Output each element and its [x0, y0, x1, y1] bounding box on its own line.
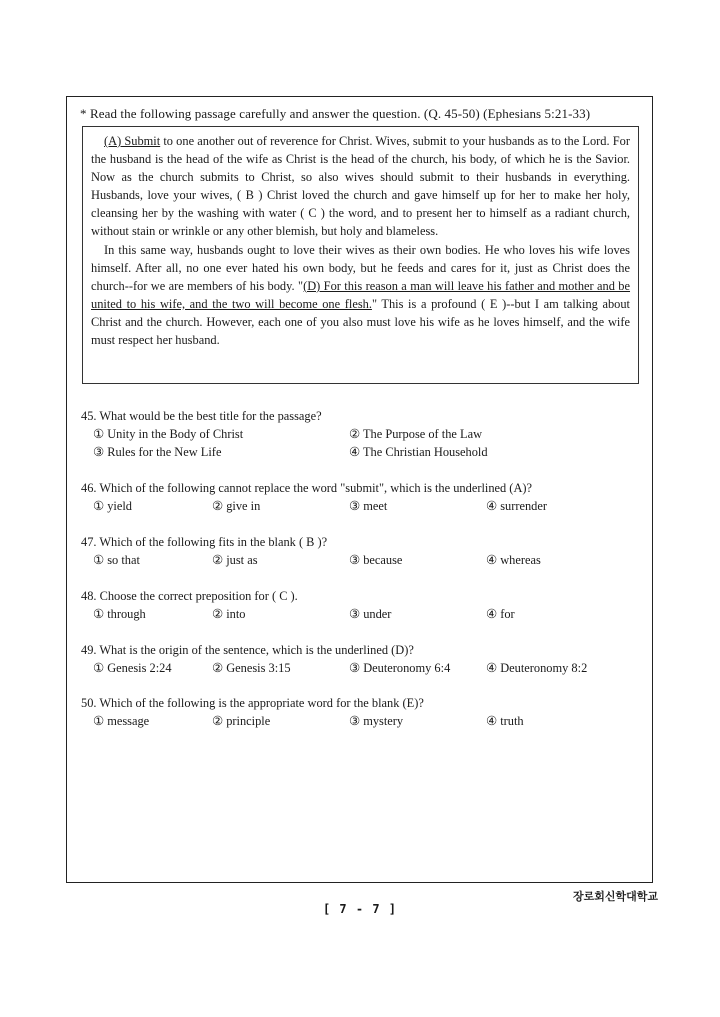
- option-3[interactable]: ③ because: [349, 553, 403, 567]
- passage-p1-text: to one another out of reverence for Christ. Wives, submit to your husbands as to the Lord. For the husband is the head of the wife as Christ is the head of the church, his body, of which he is the Savior. Now as the church submits to Christ, so also wives should submit to their husbands in everything. Husbands, love your wives, ( B ) Christ loved the church and gave himself up for her to make her holy, cleansing her by the washing with water ( C ) the word, and to present her to himself as a radiant church, without stain or wrinkle or any other blemish, but holy and blameless.: [91, 134, 630, 239]
- option-4[interactable]: ④ whereas: [486, 553, 541, 567]
- option-1[interactable]: ① yield: [93, 499, 132, 513]
- school-name: 장로회신학대학교: [572, 890, 658, 903]
- question-50: [81, 694, 524, 730]
- page-number: [ 7 - 7 ]: [322, 902, 398, 916]
- options-row: [81, 551, 541, 569]
- option-1[interactable]: ① Genesis 2:24: [93, 661, 172, 675]
- question-47: [81, 533, 541, 569]
- underlined-a: (A) Submit: [104, 134, 161, 148]
- question-49: [81, 641, 588, 677]
- options-row-1: [81, 425, 483, 443]
- option-2[interactable]: ② give in: [212, 499, 261, 513]
- question-stem: 45. What would be the best title for the passage?: [81, 409, 322, 423]
- option-1[interactable]: ① message: [93, 714, 150, 728]
- option-4[interactable]: ④ Deuteronomy 8:2: [486, 661, 588, 675]
- option-1[interactable]: ① through: [93, 607, 146, 621]
- options-row: [81, 659, 588, 677]
- passage-p2-end: " This is a profound ( E )--but I am talking about Christ and the church. However, each one of you also must love his wife as he loves himself, and the wife must respect her husband.: [91, 296, 630, 348]
- option-4[interactable]: ④ surrender: [486, 499, 547, 513]
- option-3[interactable]: ③ meet: [349, 499, 388, 513]
- instruction-text: * Read the following passage carefully and answer the question. (Q. 45-50) (Ephesians 5:21-33): [80, 106, 591, 121]
- passage-box: [82, 126, 639, 384]
- option-4[interactable]: ④ for: [486, 607, 515, 621]
- passage-paragraph-1: [91, 132, 630, 241]
- option-1[interactable]: ① so that: [93, 553, 140, 567]
- options-row: [81, 497, 547, 515]
- question-48: [81, 587, 515, 623]
- option-2[interactable]: ② into: [212, 607, 246, 621]
- option-2[interactable]: ② just as: [212, 553, 258, 567]
- underlined-d: (D) For this reason a man will leave his father and mother and be united to his wife, and the two will become one flesh.: [91, 278, 631, 311]
- option-3[interactable]: ③ Rules for the New Life: [93, 445, 222, 459]
- question-stem: 49. What is the origin of the sentence, which is the underlined (D)?: [81, 643, 414, 657]
- question-stem: 47. Which of the following fits in the blank ( B )?: [81, 535, 328, 549]
- option-4[interactable]: ④ truth: [486, 714, 524, 728]
- question-46: [81, 479, 547, 515]
- option-3[interactable]: ③ under: [349, 607, 392, 621]
- question-stem: 50. Which of the following is the appropriate word for the blank (E)?: [81, 696, 424, 710]
- options-row: [81, 712, 524, 730]
- option-2[interactable]: ② Genesis 3:15: [212, 661, 291, 675]
- option-3[interactable]: ③ Deuteronomy 6:4: [349, 661, 451, 675]
- question-stem: 48. Choose the correct preposition for ( C ).: [81, 589, 298, 603]
- passage-paragraph-2: [91, 241, 630, 350]
- option-3[interactable]: ③ mystery: [349, 714, 404, 728]
- question-stem: 46. Which of the following cannot replace the word "submit", which is the underlined (A)?: [81, 481, 533, 495]
- option-1[interactable]: ① Unity in the Body of Christ: [93, 427, 244, 441]
- option-2[interactable]: ② principle: [212, 714, 271, 728]
- option-4[interactable]: ④ The Christian Household: [349, 445, 488, 459]
- passage-p2-start: In this same way, husbands ought to love their wives as their own bodies. He who loves his wife loves himself. After all, no one ever hated his own body, but he feeds and cares for it, just as Christ does the church--for we are members of his body. ": [91, 242, 630, 293]
- options-row: [81, 605, 515, 623]
- question-45: [81, 407, 488, 461]
- options-row-2: [81, 443, 488, 461]
- option-2[interactable]: ② The Purpose of the Law: [349, 427, 483, 441]
